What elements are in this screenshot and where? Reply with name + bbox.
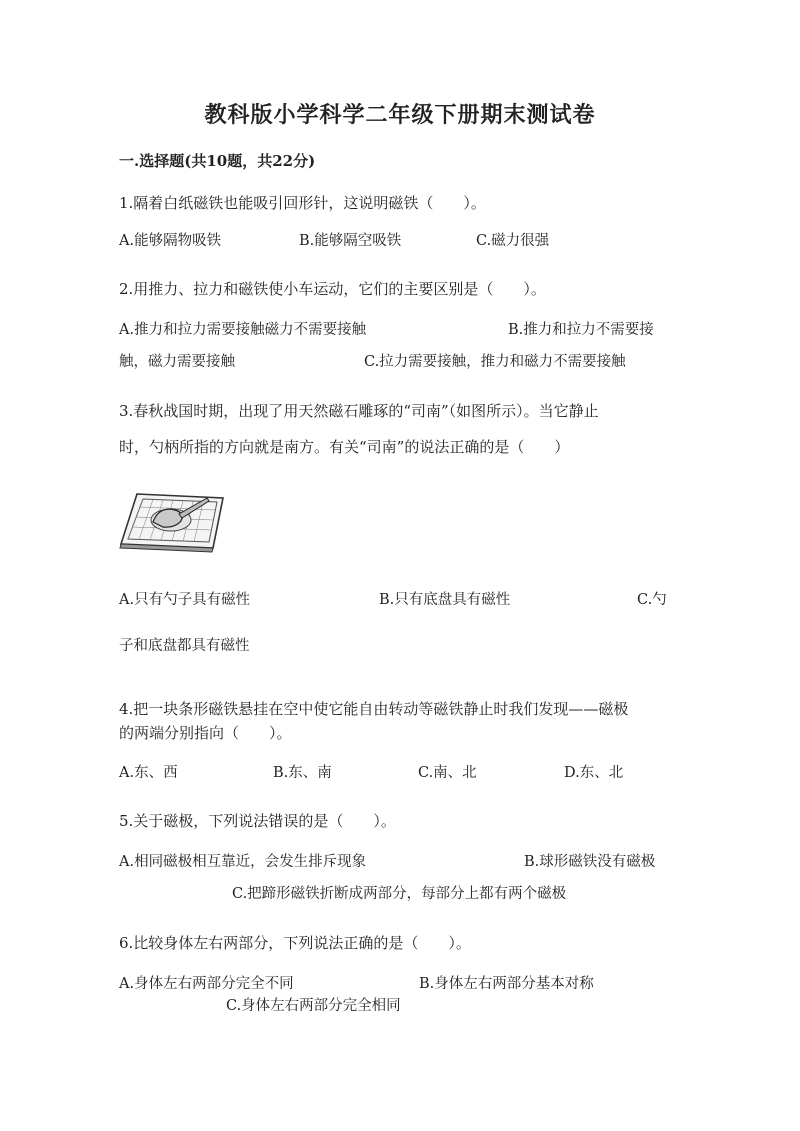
question-3-option-b[interactable]: B.只有底盘具有磁性: [379, 592, 511, 608]
question-3-stem-line1: 3.春秋战国时期，出现了用天然磁石雕琢的“司南”（如图所示）。当它静止: [119, 402, 599, 420]
question-5-stem: 5.关于磁极，下列说法错误的是（ ）。: [119, 812, 396, 830]
section-heading: 一.选择题(共10题，共22分): [119, 152, 316, 170]
question-1-option-a[interactable]: A.能够隔物吸铁: [119, 233, 222, 249]
question-4-option-b[interactable]: B.东、南: [273, 765, 332, 781]
question-6-option-a[interactable]: A.身体左右两部分完全不同: [119, 976, 294, 992]
question-2-option-c[interactable]: C.拉力需要接触，推力和磁力不需要接触: [364, 354, 626, 370]
question-3-stem-line2: 时，勺柄所指的方向就是南方。有关“司南”的说法正确的是（ ）: [119, 438, 570, 456]
question-4-option-a[interactable]: A.东、西: [119, 765, 178, 781]
page-title: 教科版小学科学二年级下册期末测试卷: [204, 102, 596, 128]
question-2-option-b[interactable]: B.推力和拉力不需要接: [508, 322, 654, 338]
question-6-option-b[interactable]: B.身体左右两部分基本对称: [419, 976, 594, 992]
question-5-option-a[interactable]: A.相同磁极相互靠近，会发生排斥现象: [119, 854, 367, 870]
question-4-option-c[interactable]: C.南、北: [418, 765, 477, 781]
question-3-option-a[interactable]: A.只有勺子具有磁性: [119, 592, 251, 608]
question-2-stem: 2.用推力、拉力和磁铁使小车运动，它们的主要区别是（ ）。: [119, 280, 546, 298]
question-6-stem: 6.比较身体左右两部分，下列说法正确的是（ ）。: [119, 934, 471, 952]
question-5-option-b[interactable]: B.球形磁铁没有磁极: [524, 854, 656, 870]
question-1-option-c[interactable]: C.磁力很强: [476, 233, 550, 249]
question-6-option-c[interactable]: C.身体左右两部分完全相同: [226, 998, 401, 1014]
question-4-stem-line1: 4.把一块条形磁铁悬挂在空中使它能自由转动等磁铁静止时我们发现——磁极: [119, 700, 629, 718]
question-2-option-a[interactable]: A.推力和拉力需要接触磁力不需要接触: [119, 322, 367, 338]
question-4-stem-line2: 的两端分别指向（ ）。: [119, 724, 292, 742]
question-2-option-b-cont[interactable]: 触，磁力需要接触: [119, 354, 235, 370]
sinan-compass-illustration: [119, 490, 225, 554]
question-3-option-c-cont[interactable]: 子和底盘都具有磁性: [119, 638, 250, 654]
question-1-option-b[interactable]: B.能够隔空吸铁: [299, 233, 402, 249]
question-4-option-d[interactable]: D.东、北: [564, 765, 624, 781]
question-5-option-c[interactable]: C.把蹄形磁铁折断成两部分，每部分上都有两个磁极: [232, 886, 567, 902]
question-1-stem: 1.隔着白纸磁铁也能吸引回形针，这说明磁铁（ ）。: [119, 194, 486, 212]
question-3-option-c[interactable]: C.勺: [637, 592, 667, 608]
